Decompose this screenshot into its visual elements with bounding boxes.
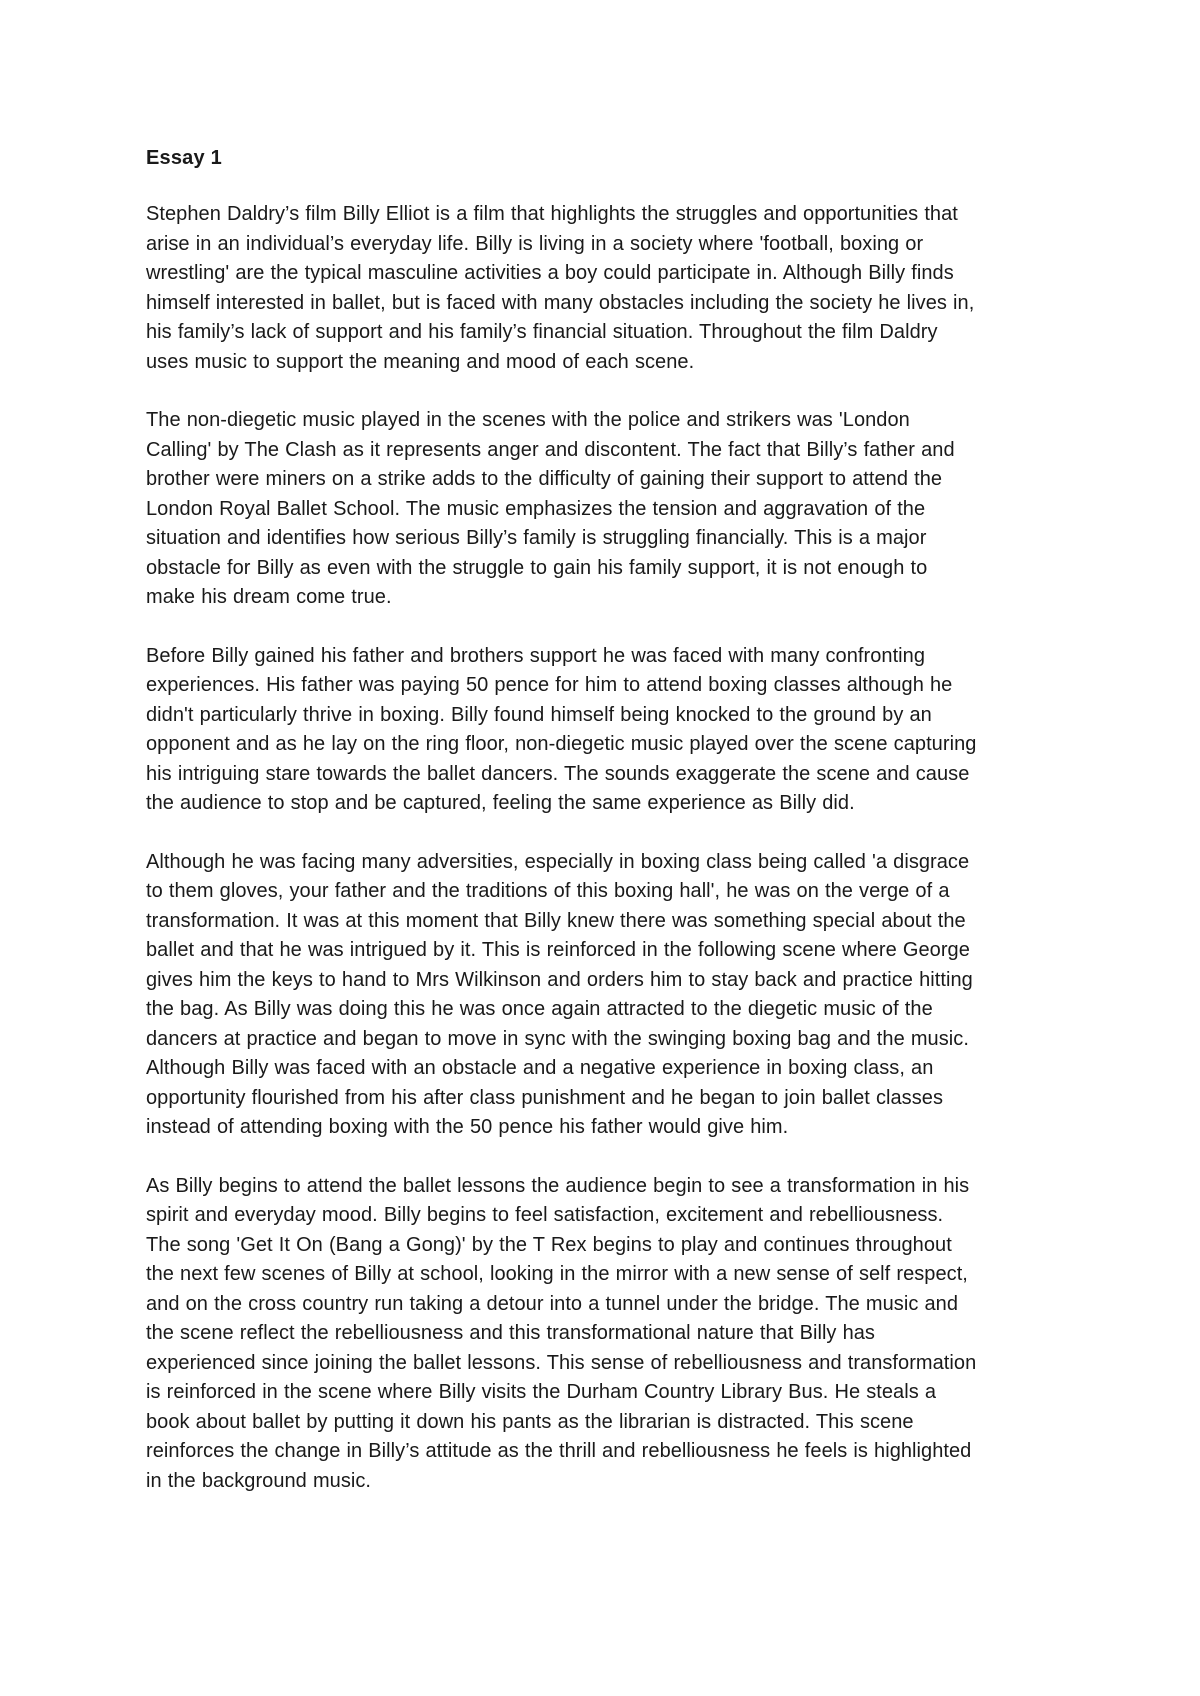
text-line: didn't particularly thrive in boxing. Billy found himself being knocked to the ground by an: [146, 703, 932, 726]
text-line: the audience to stop and be captured, feeling the same experience as Billy did.: [146, 792, 855, 814]
text-line: dancers at practice and began to move in sync with the swinging boxing bag and the music.: [146, 1027, 969, 1050]
text-line: As Billy begins to attend the ballet lessons the audience begin to see a transformation in his: [146, 1174, 970, 1197]
paragraph: [146, 406, 1076, 613]
text-line: and on the cross country run taking a detour into a tunnel under the bridge. The music and: [146, 1292, 959, 1315]
text-line: experiences. His father was paying 50 pence for him to attend boxing classes although he: [146, 674, 953, 696]
text-line: Before Billy gained his father and brothers support he was faced with many confronting: [146, 644, 926, 667]
text-line: The non-diegetic music played in the scenes with the police and strikers was 'London: [146, 409, 910, 431]
text-line: The song 'Get It On (Bang a Gong)' by the T Rex begins to play and continues throughout: [146, 1233, 952, 1256]
paragraph: [146, 200, 1076, 377]
text-line: Although Billy was faced with an obstacle and a negative experience in boxing class, an: [146, 1057, 934, 1079]
text-line: Although he was facing many adversities, especially in boxing class being called 'a disgrace: [146, 850, 970, 873]
text-line: in the background music.: [146, 1469, 372, 1492]
text-line: to them gloves, your father and the traditions of this boxing hall', he was on the verge of a: [146, 880, 950, 902]
text-line: instead of attending boxing with the 50 pence his father would give him.: [146, 1116, 789, 1138]
text-line: opportunity flourished from his after class punishment and he began to join ballet classes: [146, 1086, 944, 1109]
text-line: book about ballet by putting it down his pants as the librarian is distracted. This scene: [146, 1410, 914, 1433]
text-line: gives him the keys to hand to Mrs Wilkinson and orders him to stay back and practice hitting: [146, 968, 973, 991]
text-line: Calling' by The Clash as it represents anger and discontent. The fact that Billy’s father and: [146, 438, 955, 461]
text-line: his family’s lack of support and his family’s financial situation. Throughout the film Daldry: [146, 321, 938, 343]
text-line: experienced since joining the ballet lessons. This sense of rebelliousness and transformation: [146, 1351, 977, 1374]
paragraph: [146, 848, 1076, 1143]
text-line: arise in an individual’s everyday life. Billy is living in a society where 'football, boxing or: [146, 232, 924, 255]
text-line: spirit and everyday mood. Billy begins to feel satisfaction, excitement and rebelliousness.: [146, 1204, 944, 1226]
text-line: ballet and that he was intrigued by it. This is reinforced in the following scene where George: [146, 939, 970, 961]
text-line: the next few scenes of Billy at school, looking in the mirror with a new sense of self respect,: [146, 1263, 968, 1285]
paragraph: [146, 642, 1076, 819]
text-line: transformation. It was at this moment that Billy knew there was something special about the: [146, 909, 966, 932]
text-line: Stephen Daldry’s film Billy Elliot is a film that highlights the struggles and opportunities that: [146, 203, 958, 225]
text-line: make his dream come true.: [146, 586, 392, 608]
text-line: the scene reflect the rebelliousness and this transformational nature that Billy has: [146, 1322, 875, 1344]
text-line: is reinforced in the scene where Billy visits the Durham Country Library Bus. He steals a: [146, 1381, 937, 1403]
text-line: his intriguing stare towards the ballet dancers. The sounds exaggerate the scene and cause: [146, 762, 970, 785]
paragraph: [146, 1172, 1076, 1497]
essay-title: Essay 1: [146, 147, 222, 169]
text-line: uses music to support the meaning and mood of each scene.: [146, 350, 695, 373]
text-line: opponent and as he lay on the ring floor, non-diegetic music played over the scene capturing: [146, 733, 977, 755]
text-line: situation and identifies how serious Billy’s family is struggling financially. This is a major: [146, 527, 927, 549]
text-line: brother were miners on a strike adds to the difficulty of gaining their support to attend the: [146, 468, 943, 490]
text-line: obstacle for Billy as even with the struggle to gain his family support, it is not enough to: [146, 556, 928, 579]
text-line: the bag. As Billy was doing this he was once again attracted to the diegetic music of the: [146, 998, 933, 1020]
document-body: [146, 143, 1076, 1525]
text-line: reinforces the change in Billy’s attitude as the thrill and rebelliousness he feels is highlighted: [146, 1440, 972, 1462]
text-line: London Royal Ballet School. The music emphasizes the tension and aggravation of the: [146, 497, 926, 520]
text-line: himself interested in ballet, but is faced with many obstacles including the society he lives in,: [146, 291, 975, 314]
text-line: wrestling' are the typical masculine activities a boy could participate in. Although Billy finds: [146, 262, 954, 284]
